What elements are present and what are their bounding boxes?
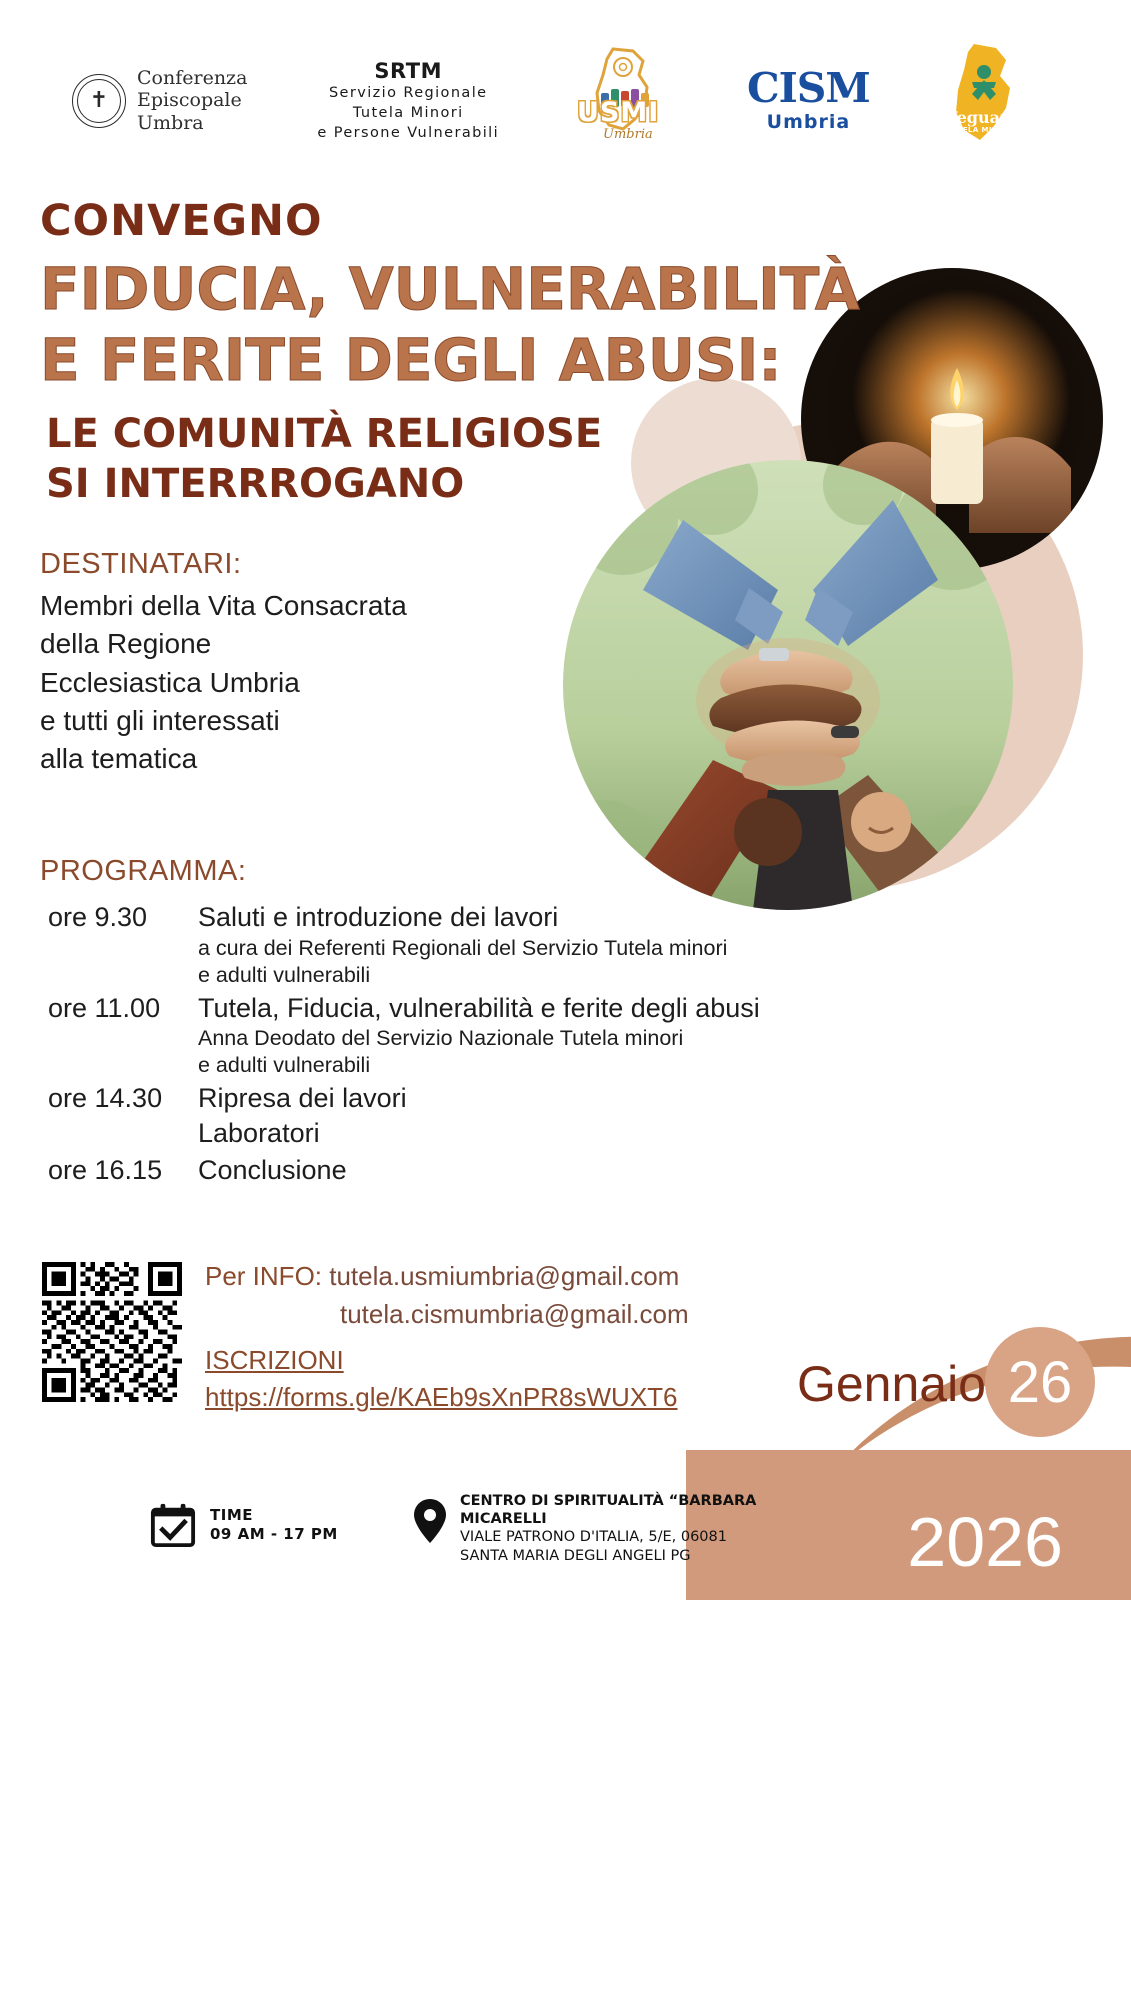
logo-conferenza-episcopale-umbra — [72, 67, 247, 133]
programma-title: Conclusione — [198, 1154, 347, 1185]
venue-line-4: SANTA MARIA DEGLI ANGELI PG — [460, 1548, 691, 1565]
title-line-2: E FERITE DEGLI ABUSI: — [40, 326, 782, 395]
logo-cei-text — [137, 67, 247, 133]
logo-srtm-line1: Servizio Regionale — [328, 84, 488, 101]
programma-title: Tutela, Fiducia, vulnerabilità e ferite degli abusi — [198, 992, 760, 1023]
footer-time-block — [150, 1502, 338, 1548]
programma-row — [40, 991, 1000, 1080]
subtitle-block — [46, 409, 860, 509]
programma-detail-2: e adulti vulnerabili — [198, 962, 371, 987]
programma-time: ore 14.30 — [48, 1083, 163, 1114]
logo-row — [0, 38, 1131, 163]
destinatari-line-2: della Regione — [40, 628, 212, 660]
footer-venue-text — [460, 1492, 756, 1566]
date-month: Gennaio — [796, 1356, 986, 1412]
logo-cism — [747, 64, 870, 133]
programma-entry — [198, 900, 727, 989]
email-secondary[interactable]: tutela.cismumbria@gmail.com — [340, 1298, 689, 1329]
kicker-convegno: CONVEGNO — [40, 196, 323, 246]
logo-safeguarding-word: Safeguarding — [927, 107, 1049, 127]
qr-code[interactable] — [42, 1262, 182, 1402]
logo-cism-sub: Umbria — [766, 111, 851, 133]
programma-detail-1: Laboratori — [198, 1117, 320, 1148]
logo-safeguarding — [927, 42, 1049, 160]
email-primary[interactable]: tutela.usmiumbria@gmail.com — [329, 1261, 680, 1291]
photo-hands-together — [563, 460, 1013, 910]
iscrizioni-label: ISCRIZIONI — [205, 1345, 344, 1376]
destinatari-line-5: alla tematica — [40, 743, 198, 775]
logo-cei-line1: Conferenza — [137, 67, 248, 90]
logo-srtm-line3: e Persone Vulnerabili — [317, 124, 499, 141]
footer-time-value: 09 AM - 17 PM — [210, 1525, 338, 1543]
calendar-check-icon — [150, 1502, 196, 1548]
programma-entry — [198, 991, 760, 1080]
info-row-1 — [205, 1258, 689, 1296]
programma-time: ore 16.15 — [48, 1154, 163, 1185]
programma-row — [40, 900, 1000, 989]
destinatari-label: DESTINATARI: — [40, 548, 242, 580]
date-day: 26 — [1007, 1349, 1073, 1415]
logo-usmi-word: USMI — [577, 96, 660, 128]
programma-label: PROGRAMMA: — [40, 855, 247, 887]
programma-detail-1: Anna Deodato del Servizio Nazionale Tutela minori — [198, 1026, 684, 1051]
title-line-1: FIDUCIA, VULNERABILITÀ — [40, 255, 860, 323]
date-day-badge — [985, 1327, 1095, 1437]
destinatari-body — [40, 587, 407, 779]
venue-line-2: MICARELLI — [460, 1511, 547, 1528]
logo-usmi-sub: Umbria — [603, 126, 653, 142]
logo-cism-word: CISM — [747, 64, 870, 112]
programma-time: ore 9.30 — [48, 902, 148, 932]
programma-row — [40, 1081, 1000, 1150]
contact-block — [205, 1258, 689, 1413]
logo-srtm-acronym: SRTM — [374, 58, 442, 83]
programma-row — [40, 1153, 1000, 1188]
footer-venue-block — [412, 1492, 756, 1566]
date-year: 2026 — [907, 1503, 1063, 1581]
programma-time: ore 11.00 — [48, 992, 161, 1023]
episcopal-seal-icon: ✝ — [72, 74, 126, 128]
info-row-2 — [340, 1296, 689, 1334]
programma-entry — [198, 1153, 347, 1188]
qr-code-icon[interactable] — [42, 1262, 182, 1402]
iscrizioni-link[interactable]: https://forms.gle/KAEb9sXnPR8sWUXT6 — [205, 1382, 678, 1413]
map-pin-icon — [412, 1498, 448, 1544]
headline-block — [40, 196, 860, 509]
footer-time-text — [210, 1506, 338, 1545]
logo-cei-line3: Umbra — [137, 111, 204, 134]
programma-title: Ripresa dei lavori — [198, 1083, 407, 1114]
logo-safeguarding-line2: TUTELA MINORI E — [946, 125, 1022, 134]
destinatari-line-3: Ecclesiastica Umbria — [40, 666, 300, 698]
hands-together-photo-illustration — [563, 460, 1013, 910]
logo-usmi — [565, 45, 685, 157]
info-label: Per INFO: — [205, 1261, 323, 1291]
programma-title: Saluti e introduzione dei lavori — [198, 902, 559, 932]
footer-time-label: TIME — [210, 1505, 253, 1524]
programma-block — [40, 855, 1000, 1189]
destinatari-line-4: e tutti gli interessati — [40, 705, 280, 737]
logo-srtm — [317, 59, 499, 143]
logo-safeguarding-line3: PERSONE VULNERABILI — [934, 137, 1034, 146]
logo-srtm-line2: Tutela Minori — [352, 104, 464, 121]
subtitle-line-2: SI INTERRROGANO — [46, 460, 465, 507]
venue-line-3: VIALE PATRONO D'ITALIA, 5/E, 06081 — [460, 1529, 727, 1546]
venue-line-1: CENTRO DI SPIRITUALITÀ “BARBARA — [460, 1493, 757, 1510]
programma-rows — [40, 900, 1000, 1187]
destinatari-block — [40, 548, 407, 779]
logo-cei-line2: Episcopale — [137, 89, 242, 112]
programma-entry — [198, 1081, 407, 1150]
programma-detail-1: a cura dei Referenti Regionali del Servizio Tutela minori — [198, 935, 728, 960]
programma-detail-2: e adulti vulnerabili — [198, 1053, 371, 1078]
destinatari-line-1: Membri della Vita Consacrata — [40, 590, 407, 621]
subtitle-line-1: LE COMUNITÀ RELIGIOSE — [46, 410, 603, 457]
